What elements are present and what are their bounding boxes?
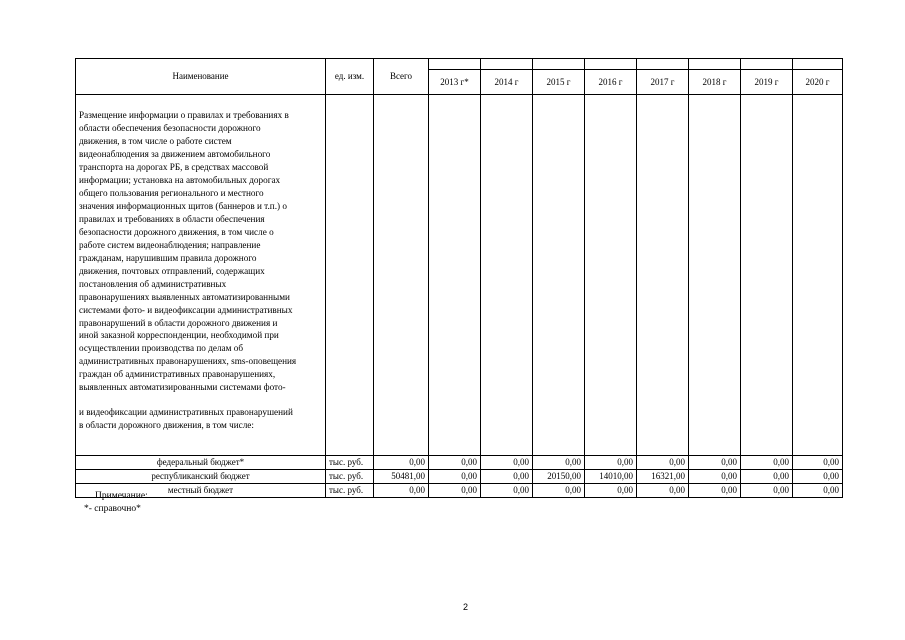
row-name: республиканский бюджет — [76, 470, 326, 484]
header-year: 2014 г — [481, 70, 533, 95]
row-value: 0,00 — [585, 484, 637, 498]
row-value: 0,00 — [793, 456, 843, 470]
empty-cell — [741, 95, 793, 456]
row-value: 14010,00 — [585, 470, 637, 484]
row-value: 0,00 — [481, 470, 533, 484]
header-year: 2020 г — [793, 70, 843, 95]
row-value: 0,00 — [741, 470, 793, 484]
row-unit: тыс. руб. — [326, 484, 374, 498]
table-row — [76, 484, 843, 498]
header-year: 2017 г — [637, 70, 689, 95]
header-year: 2013 г* — [429, 70, 481, 95]
row-unit: тыс. руб. — [326, 470, 374, 484]
header-year: 2016 г — [585, 70, 637, 95]
note-text: *- справочно* — [84, 504, 141, 514]
note-title: Примечание: — [95, 491, 148, 501]
row-total: 0,00 — [374, 484, 429, 498]
row-unit: тыс. руб. — [326, 456, 374, 470]
description-text-continued: и видеофиксации административных правонарушений в области дорожного движения, в том числе: — [79, 407, 293, 431]
row-value: 16321,00 — [637, 470, 689, 484]
budget-table — [75, 58, 843, 498]
header-spacer — [585, 59, 637, 70]
empty-cell — [429, 95, 481, 456]
empty-cell — [533, 95, 585, 456]
header-name: Наименование — [76, 59, 326, 95]
row-value: 0,00 — [689, 456, 741, 470]
row-value: 0,00 — [689, 470, 741, 484]
row-value: 0,00 — [481, 456, 533, 470]
empty-cell — [374, 95, 429, 456]
empty-cell — [689, 95, 741, 456]
row-value: 0,00 — [793, 470, 843, 484]
header-total: Всего — [374, 59, 429, 95]
description-cell — [76, 95, 326, 456]
row-value: 0,00 — [741, 484, 793, 498]
row-name: федеральный бюджет* — [76, 456, 326, 470]
header-spacer — [793, 59, 843, 70]
table-row — [76, 470, 843, 484]
row-value: 0,00 — [481, 484, 533, 498]
row-value: 0,00 — [429, 484, 481, 498]
page-number: 2 — [463, 602, 469, 612]
row-value: 0,00 — [585, 456, 637, 470]
header-row-top — [76, 59, 843, 70]
row-name: местный бюджет — [76, 484, 326, 498]
header-unit: ед. изм. — [326, 59, 374, 95]
row-value: 0,00 — [689, 484, 741, 498]
header-spacer — [533, 59, 585, 70]
header-spacer — [481, 59, 533, 70]
table-row — [76, 456, 843, 470]
header-spacer — [429, 59, 481, 70]
row-value: 0,00 — [429, 470, 481, 484]
description-row — [76, 95, 843, 456]
row-value: 0,00 — [637, 456, 689, 470]
row-value: 0,00 — [741, 456, 793, 470]
row-total: 0,00 — [374, 456, 429, 470]
description-text: Размещение информации о правилах и требованиях в области обеспечения безопасности дорожного движения, в том числе о работе систем видеонаблюдения за движением автомобильного транспорта на дорогах РБ, в средствах массовой информации; установка на автомобильных дорогах общего пользования регионального и местного значения информационных щитов (баннеров и т.п.) о правилах и требованиях в области обеспечения безопасности дорожного движения, в том числе о работе систем видеонаблюдения; направление гражданам, нарушившим правила дорожного движения, почтовых отправлений, содержащих постановления об административных правонарушениях выявленных автоматизированными системами фото- и видеофиксации административных правонарушений в области дорожного движения и иной заказной корреспонденции, необходимой при осуществлении производства по делам об административных правонарушениях, sms-оповещения граждан об административных правонарушениях, выявленных автоматизированными системами фото- — [79, 110, 297, 393]
header-year: 2019 г — [741, 70, 793, 95]
empty-cell — [326, 95, 374, 456]
header-spacer — [689, 59, 741, 70]
row-value: 0,00 — [533, 484, 585, 498]
empty-cell — [585, 95, 637, 456]
row-value: 20150,00 — [533, 470, 585, 484]
row-total: 50481,00 — [374, 470, 429, 484]
header-spacer — [741, 59, 793, 70]
header-year: 2018 г — [689, 70, 741, 95]
row-value: 0,00 — [793, 484, 843, 498]
row-value: 0,00 — [533, 456, 585, 470]
empty-cell — [481, 95, 533, 456]
header-year: 2015 г — [533, 70, 585, 95]
empty-cell — [637, 95, 689, 456]
row-value: 0,00 — [637, 484, 689, 498]
header-spacer — [637, 59, 689, 70]
empty-cell — [793, 95, 843, 456]
row-value: 0,00 — [429, 456, 481, 470]
